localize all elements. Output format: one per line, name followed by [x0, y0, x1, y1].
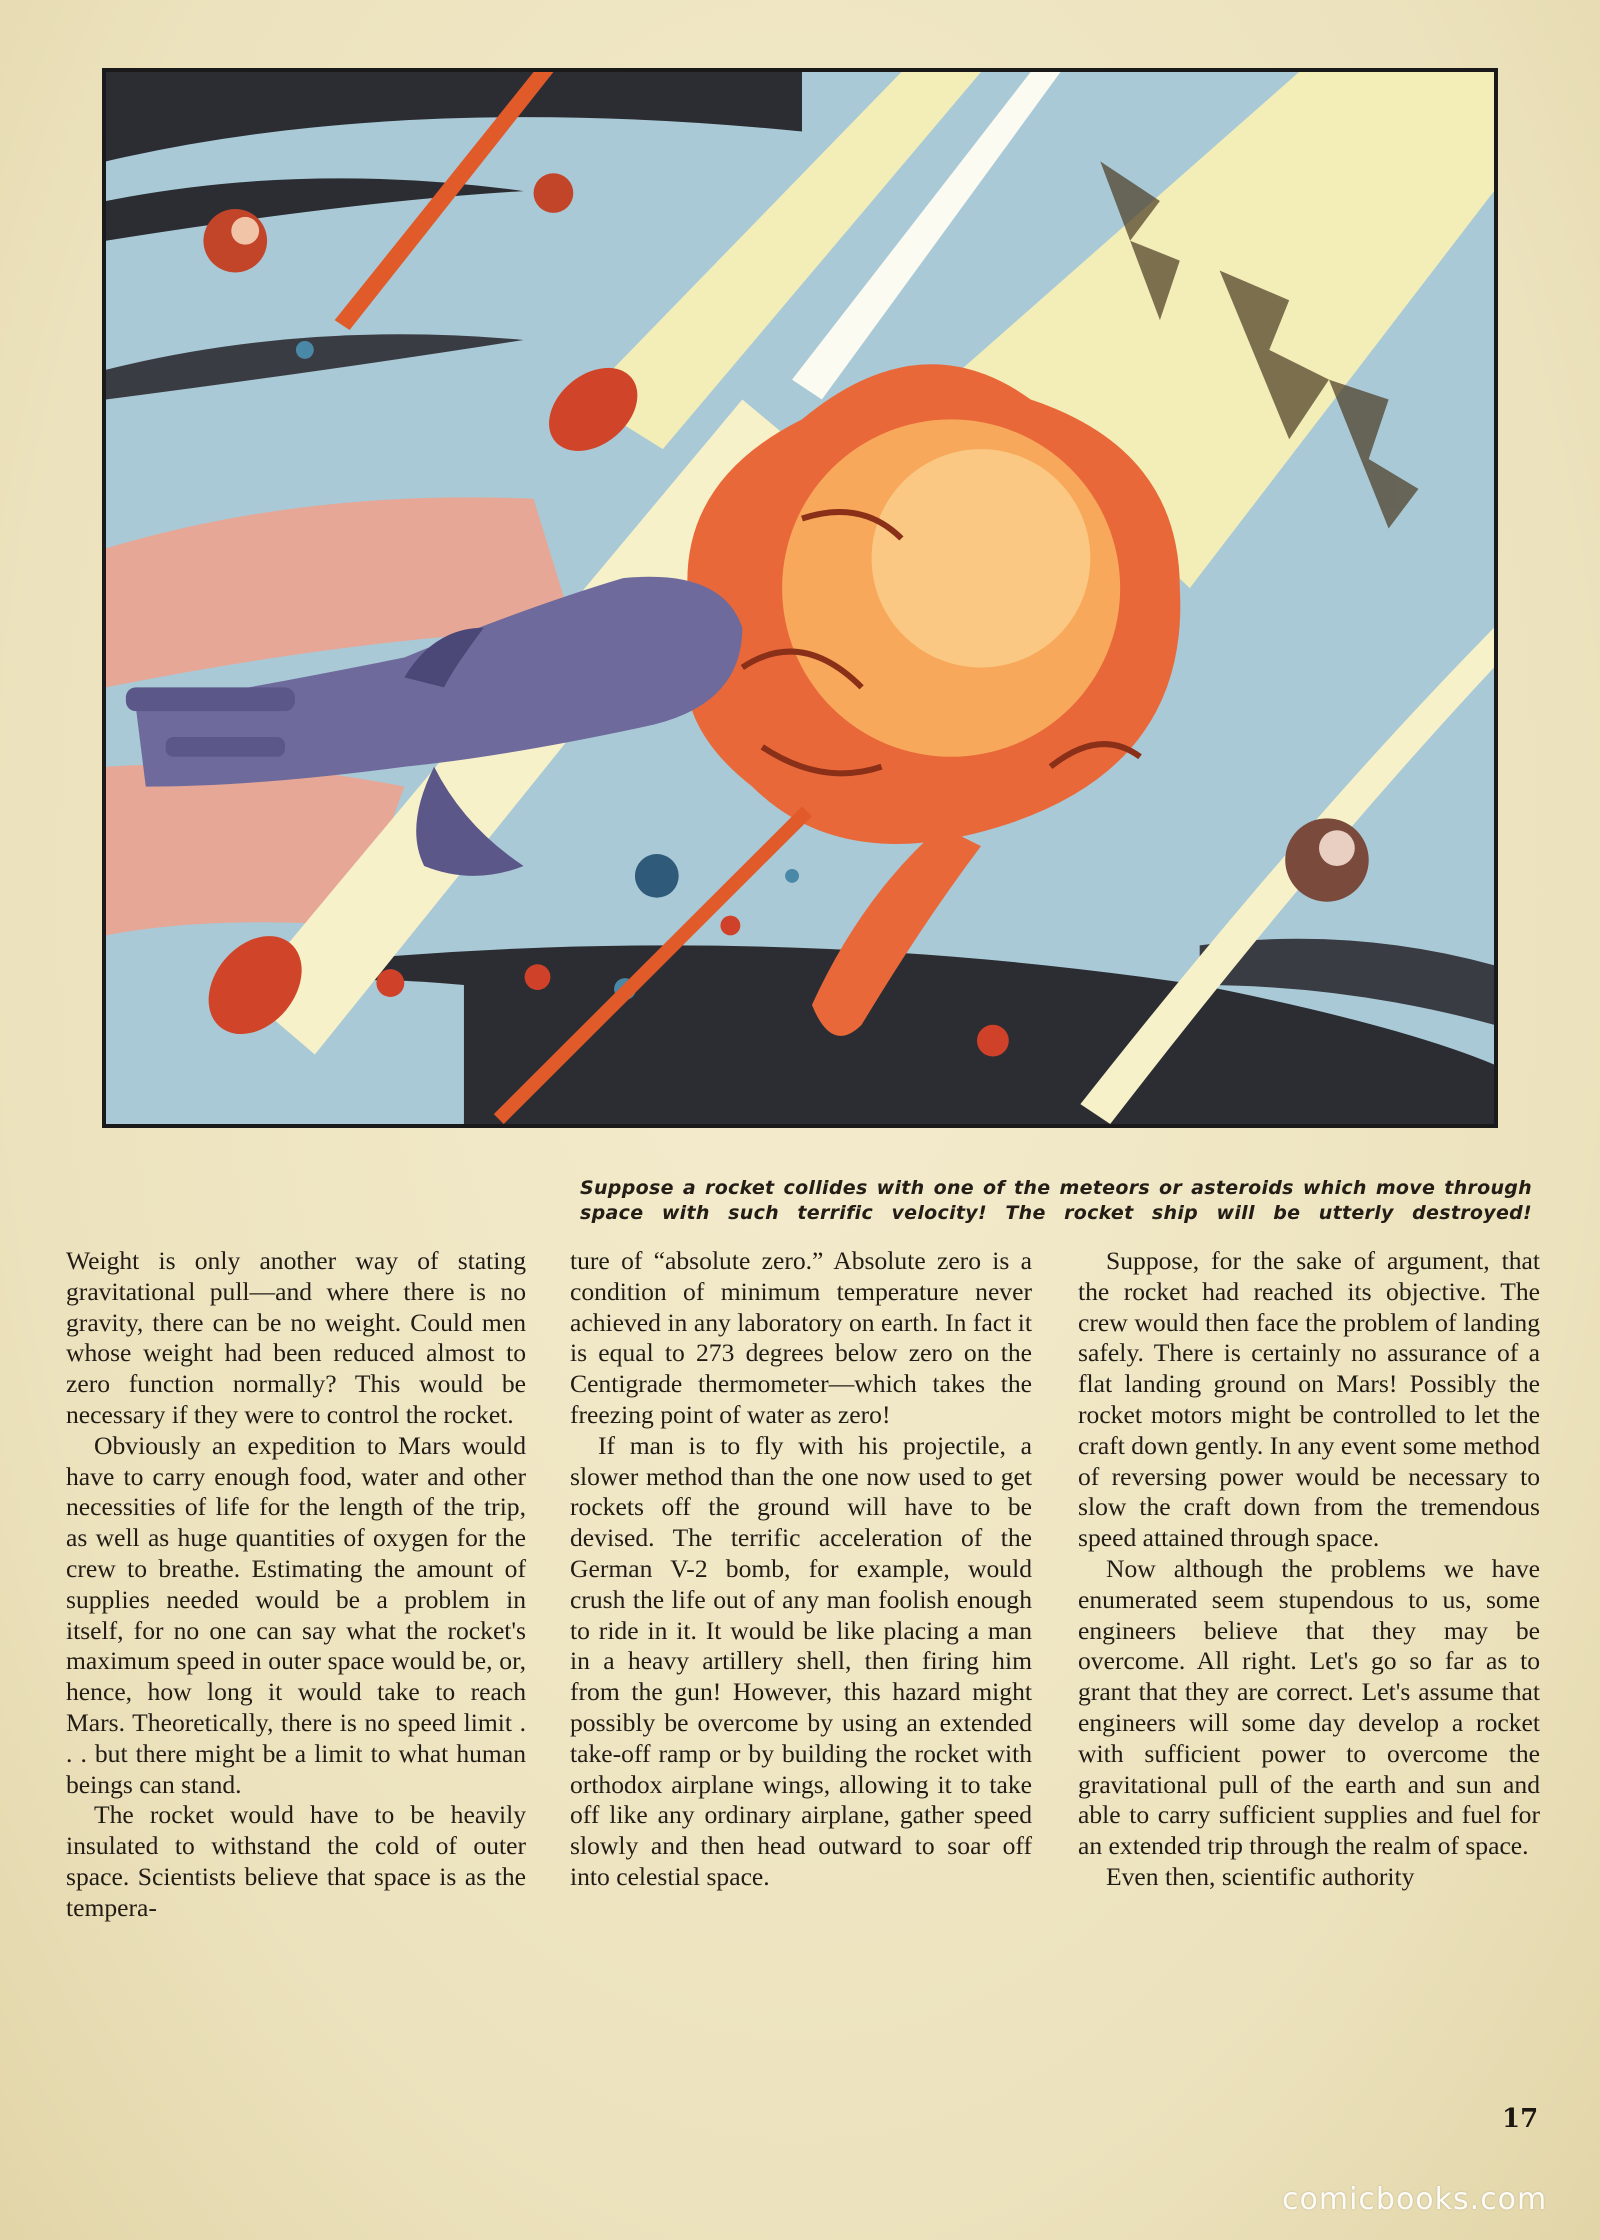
paragraph: If man is to fly with his projectile, a slower method than the one now used to get rockets off the ground will have to be devised. The terrific acceleration of the German V-2 bomb, for example, would crush the life out of any man foolish enough to ride in it. It would be like placing a man in a heavy artillery shell, then firing him from the gun! However, this hazard might possibly be overcome by using an extended take-off ramp or by building the rocket with orthodox airplane wings, allowing it to take off like any ordinary airplane, gather speed slowly and then head outward to soar off into celestial space.	[570, 1430, 1032, 1891]
text-column-2	[570, 1246, 1032, 1893]
meteor-collision-artwork	[106, 72, 1494, 1124]
paragraph: Weight is only another way of stating gravitational pull—and where there is no gravity, there can be no weight. Could men whose weight had been reduced almost to zero function normally? This would be necessary if they were to control the rocket.	[66, 1246, 526, 1429]
paragraph: Suppose, for the sake of argument, that the rocket had reached its objective. The crew would then face the problem of landing safely. There is certainly no assurance of a flat landing ground on Mars! Possibly the rocket motors might be controlled to let the craft down gently. In any event some method of reversing power would be necessary to slow the craft down from the tremendous speed attained through space.	[1078, 1246, 1540, 1553]
paragraph: Obviously an expedition to Mars would have to carry enough food, water and other necessities of life for the length of the trip, as well as huge quantities of oxygen for the crew to breathe. Estimating the amount of supplies needed would be a problem in itself, for no one can say what the rocket's maximum speed in outer space would be, or, hence, how long it would take to reach Mars. Theoretically, there is no speed limit . . . but there might be a limit to what human beings can stand.	[66, 1430, 526, 1799]
page-number: 17	[1502, 2104, 1539, 2134]
text-column-3	[1078, 1246, 1540, 1893]
paragraph: The rocket would have to be heavily insulated to withstand the cold of outer space. Scientists believe that space is as the tempera-	[66, 1800, 526, 1922]
watermark: comicbooks.com	[1282, 2182, 1548, 2217]
paragraph: ture of “absolute zero.” Absolute zero is a condition of minimum temperature never achieved in any laboratory on earth. In fact it is equal to 273 degrees below zero on the Centigrade thermometer—which takes the freezing point of water as zero!	[570, 1246, 1032, 1429]
paragraph: Even then, scientific authority	[1106, 1861, 1415, 1891]
comic-panel-illustration	[102, 68, 1498, 1128]
paragraph: Now although the problems we have enumerated seem stupendous to us, some engineers believe that they may be overcome. All right. Let's go so far as to grant that they are correct. Let's assume that engineers will some day develop a rocket with sufficient power to overcome the gravitational pull of the earth and sun and able to carry sufficient supplies and fuel for an extended trip through the realm of space.	[1078, 1553, 1540, 1861]
text-column-1	[66, 1246, 526, 1924]
panel-caption: Suppose a rocket collides with one of the meteors or asteroids which move through space with such terrific velocity! The rocket ship will be utterly destroyed!	[580, 1177, 1532, 1224]
